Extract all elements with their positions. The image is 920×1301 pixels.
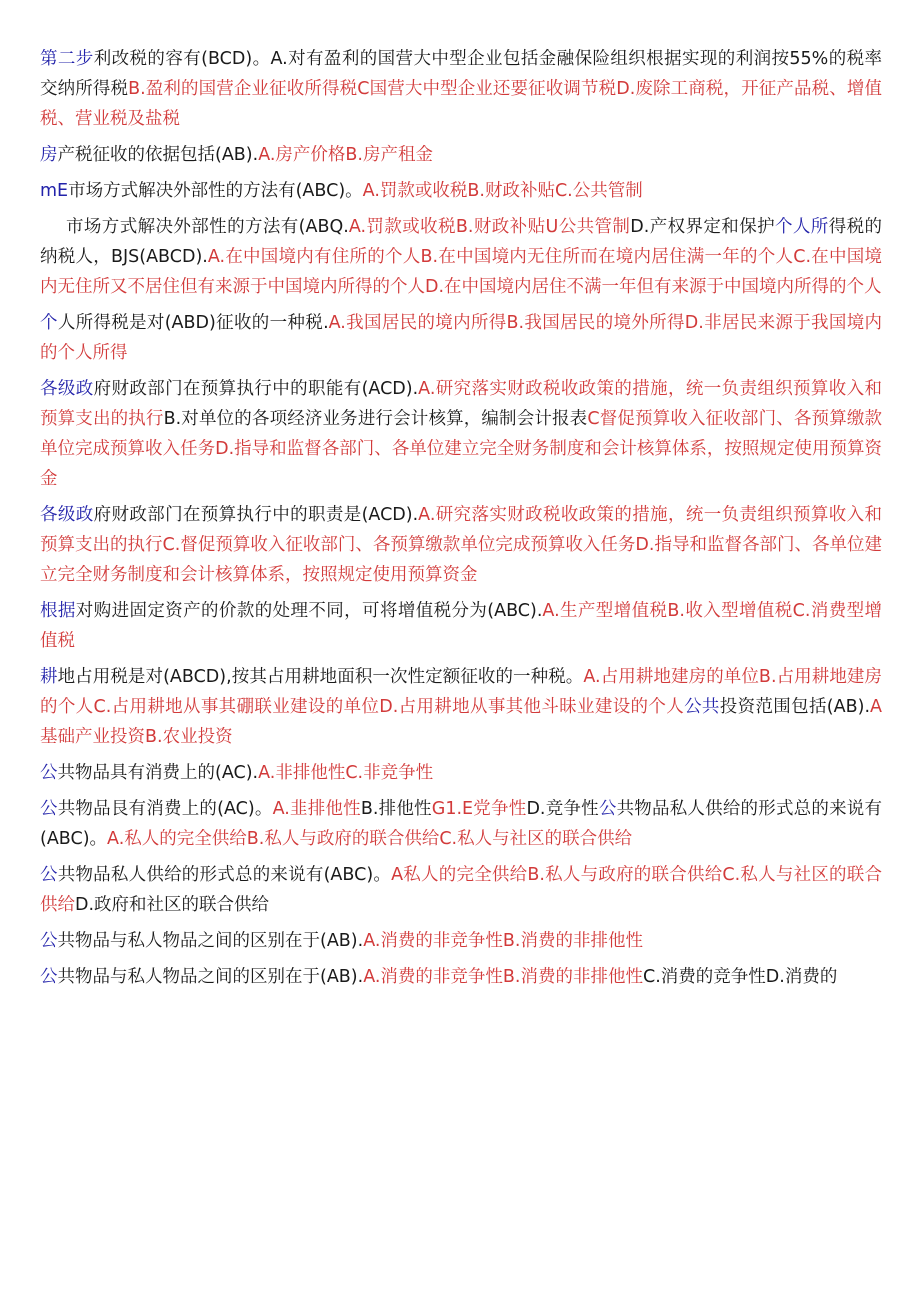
answer-text: A.研究落实财政税收政策的措施，统一负责组织预算收入和预算支出的执行C.督促预算收入征收部门、各预算缴款单位完成预算收入任务D.指导和监督各部门、各单位建立完全财务制度和会计核算体系，按照规定使用预算资金 [40,505,883,585]
question-text: 共物品与私人物品之间的区别在于(AB). [57,967,364,987]
lead-text: 公共 [684,697,720,717]
question-text: 人所得税是对(ABD)征收的一种税. [57,313,329,333]
question-text: 府财政部门在预算执行中的职能有(ACD). [93,379,419,399]
question-text: 得税的纳税人，BJS(ABCD). [40,217,883,267]
answer-text: A.私人的完全供给B.私人与政府的联合供给C.私人与社区的联合供给 [107,829,633,849]
answer-text: A基础产业投资B.农业投资 [40,697,882,747]
document-paragraph [40,758,882,788]
question-text: 产税征收的依据包括(AB). [57,145,259,165]
question-text: B.排他性 [360,799,432,819]
question-text: 利改税的容有(BCD)。A.对有盈利的国营大中型企业包括金融保险组织根据实现的利润按55%的税率交纳所得税 [40,49,883,99]
document-paragraph [40,212,882,302]
lead-text: 第二步 [40,49,94,69]
answer-text: B.盈利的国营企业征收所得税C国营大中型企业还要征收调节税D.废除工商税，开征产品税、增值税、营业税及盐税 [40,79,883,129]
lead-text: 公 [40,931,58,951]
lead-text: 各级政 [40,379,94,399]
document-paragraph [40,926,882,956]
lead-text: 公 [598,799,617,819]
lead-text: mE [40,181,69,201]
answer-text: G1.E党争性 [431,799,527,819]
lead-text: 房 [40,145,58,165]
lead-text: 公 [40,799,58,819]
lead-text: 公 [40,967,58,987]
document-paragraph [40,860,882,920]
document-paragraph [40,794,882,854]
question-text: 共物品具有消费上的(AC). [57,763,259,783]
question-text: 共物品私人供给的形式总的来说有(ABC)。 [40,799,883,849]
answer-text: A.消费的非竞争性B.消费的非排他性 [363,967,643,987]
question-text: 对购进固定资产的价款的处理不同，可将增值税分为(ABC). [75,601,543,621]
answer-text: A.房产价格B.房产租金 [258,145,433,165]
document-paragraph [40,596,882,656]
answer-text: A.研究落实财政税收政策的措施，统一负责组织预算收入和预算支出的执行 [40,379,883,429]
answer-text: A.罚款或收税B.财政补贴U公共管制 [348,217,631,237]
answer-text: A私人的完全供给B.私人与政府的联合供给C.私人与社区的联合供给 [40,865,883,915]
answer-text: A.生产型增值税B.收入型增值税C.消费型增值税 [40,601,883,651]
question-text: 地占用税是对(ABCD),按其占用耕地面积一次性定额征收的一种税。 [57,667,584,687]
answer-text: A.罚款或收税B.财政补贴C.公共管制 [362,181,643,201]
document-paragraph [40,44,882,134]
question-text: 市场方式解决外部性的方法有(ABQ. [66,217,349,237]
answer-text: A.消费的非竞争性B.消费的非排他性 [363,931,643,951]
question-text: 共物品与私人物品之间的区别在于(AB). [57,931,364,951]
question-text: 投资范围包括(AB). [719,697,871,717]
document-paragraph [40,374,882,494]
answer-text: A.我国居民的境内所得B.我国居民的境外所得D.非居民来源于我国境内的个人所得 [40,313,883,363]
document-paragraph [40,140,882,170]
question-text: 府财政部门在预算执行中的职责是(ACD). [93,505,419,525]
document-paragraph [40,308,882,368]
question-text: C.消费的竞争性D.消费的 [643,967,838,987]
document-paragraph [40,500,882,590]
lead-text: 耕 [40,667,58,687]
lead-text: 根据 [40,601,76,621]
question-text: 市场方式解决外部性的方法有(ABC)。 [68,181,363,201]
question-text: 共物品私人供给的形式总的来说有(ABC)。 [57,865,392,885]
question-text: D.竞争性 [526,799,599,819]
lead-text: 公 [40,763,58,783]
answer-text: A.韭排他性 [272,799,361,819]
question-text: D.产权界定和保护 [630,217,776,237]
document-paragraph [40,662,882,752]
question-text: 共物品艮有消费上的(AC)。 [57,799,273,819]
lead-text: 个人所 [775,217,829,237]
document-paragraph [40,962,882,992]
question-text: D.政府和社区的联合供给 [75,895,270,915]
question-text: B.对单位的各项经济业务进行会计核算，编制会计报表 [163,409,588,429]
document-body [40,44,882,992]
answer-text: C督促预算收入征收部门、各预算缴款单位完成预算收入任务D.指导和监督各部门、各单位建立完全财务制度和会计核算体系，按照规定使用预算资金 [40,409,882,489]
answer-text: A.占用耕地建房的单位B.占用耕地建房的个人C.占用耕地从事其硼联业建设的单位D.占用耕地从事其他斗昧业建设的个人 [40,667,882,717]
lead-text: 个 [40,313,58,333]
answer-text: A.在中国境内有住所的个人B.在中国境内无住所而在境内居住满一年的个人C.在中国境内无住所又不居住但有来源于中国境内所得的个人D.在中国境内居住不满一年但有来源于中国境内所得的个人 [40,247,882,297]
document-paragraph [40,176,882,206]
answer-text: A.非排他性C.非竞争性 [258,763,434,783]
lead-text: 各级政 [40,505,94,525]
lead-text: 公 [40,865,58,885]
